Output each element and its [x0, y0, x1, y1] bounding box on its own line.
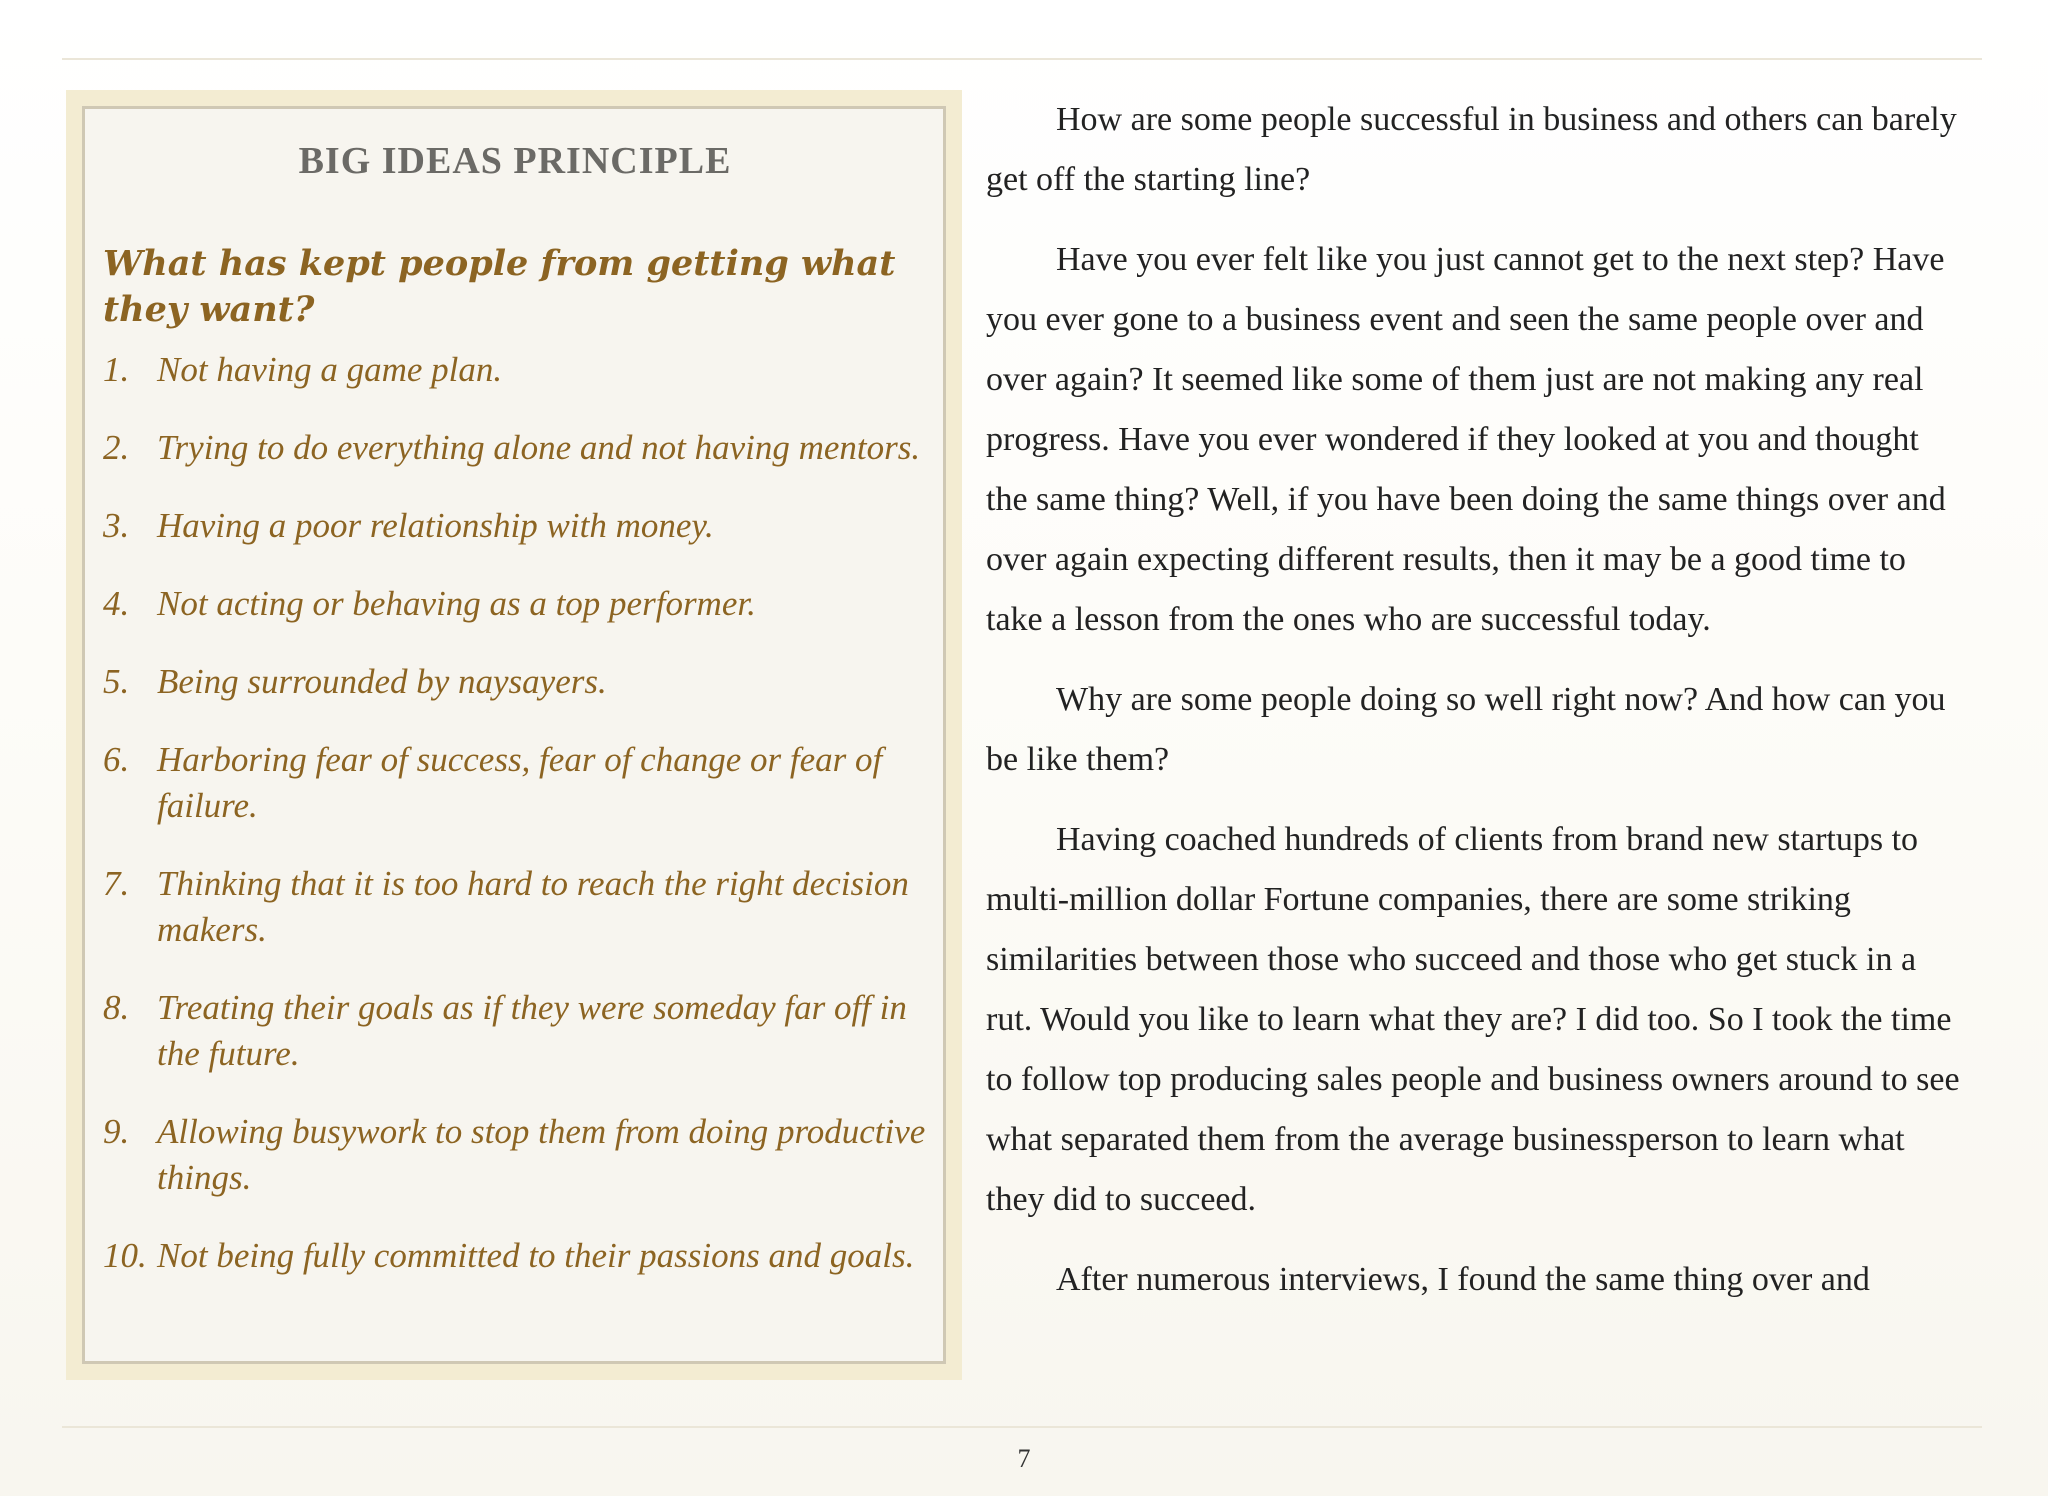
list-item: [103, 861, 927, 953]
list-item: [103, 581, 927, 627]
list-item-text: Allowing busywork to stop them from doing productive things.: [157, 1111, 926, 1197]
list-item: [103, 347, 927, 393]
top-divider: [62, 58, 1982, 60]
page-number: 7: [1017, 1444, 1031, 1473]
list-item-number: 8.: [103, 987, 130, 1027]
list-item-number: 9.: [103, 1111, 130, 1151]
sidebar-heading: BIG IDEAS PRINCIPLE: [298, 140, 732, 182]
sidebar-question: What has kept people from getting what they want?: [103, 242, 896, 330]
list-item-text: Not being fully committed to their passions and goals.: [157, 1235, 915, 1275]
list-item-text: Not having a game plan.: [157, 349, 503, 389]
list-item: [103, 1109, 927, 1201]
list-item-text: Treating their goals as if they were someday far off in the future.: [157, 987, 907, 1073]
list-item-text: Thinking that it is too hard to reach the right decision makers.: [157, 863, 909, 949]
list-item: [103, 737, 927, 829]
body-text: [986, 90, 1968, 1330]
list-item: [103, 659, 927, 705]
big-ideas-sidebar: [66, 90, 962, 1380]
list-item-text: Being surrounded by naysayers.: [157, 661, 607, 701]
list-item-text: Trying to do everything alone and not having mentors.: [157, 427, 921, 467]
paragraph: Have you ever felt like you just cannot get to the next step? Have you ever gone to a business event and seen the same people over and over again? It seemed like some of them just are not making any real progress. Have you ever wondered if they looked at you and thought the same thing? Well, if you have been doing the same things over and over again expecting different results, then it may be a good time to take a lesson from the ones who are successful today.: [986, 241, 1946, 638]
sidebar-frame: [82, 106, 946, 1364]
list-item-number: 2.: [103, 427, 130, 467]
list-item: [103, 985, 927, 1077]
list-item: [103, 1233, 927, 1279]
list-item-number: 5.: [103, 661, 130, 701]
list-item-number: 10.: [103, 1235, 147, 1275]
list-item-number: 3.: [103, 505, 130, 545]
paragraph: How are some people successful in business and others can barely get off the starting line?: [986, 101, 1957, 198]
list-item-number: 6.: [103, 739, 130, 779]
list-item-number: 7.: [103, 863, 130, 903]
paragraph: Why are some people doing so well right now? And how can you be like them?: [986, 681, 1946, 778]
paragraph: Having coached hundreds of clients from brand new startups to multi-million dollar Fortune companies, there are some striking similarities between those who succeed and those who get stuck in a rut. Would you like to learn what they are? I did too. So I took the time to follow top producing sales people and business owners around to see what separated them from the average businessperson to learn what they did to succeed.: [986, 821, 1960, 1218]
list-item-text: Harboring fear of success, fear of change or fear of failure.: [157, 739, 883, 825]
list-item-number: 1.: [103, 349, 130, 389]
paragraph: After numerous interviews, I found the same thing over and: [1056, 1261, 1870, 1298]
list-item: [103, 503, 927, 549]
list-item: [103, 425, 927, 471]
principles-list: [103, 347, 927, 1279]
bottom-divider: [62, 1426, 1982, 1428]
list-item-text: Having a poor relationship with money.: [157, 505, 714, 545]
list-item-text: Not acting or behaving as a top performer.: [157, 583, 756, 623]
list-item-number: 4.: [103, 583, 130, 623]
